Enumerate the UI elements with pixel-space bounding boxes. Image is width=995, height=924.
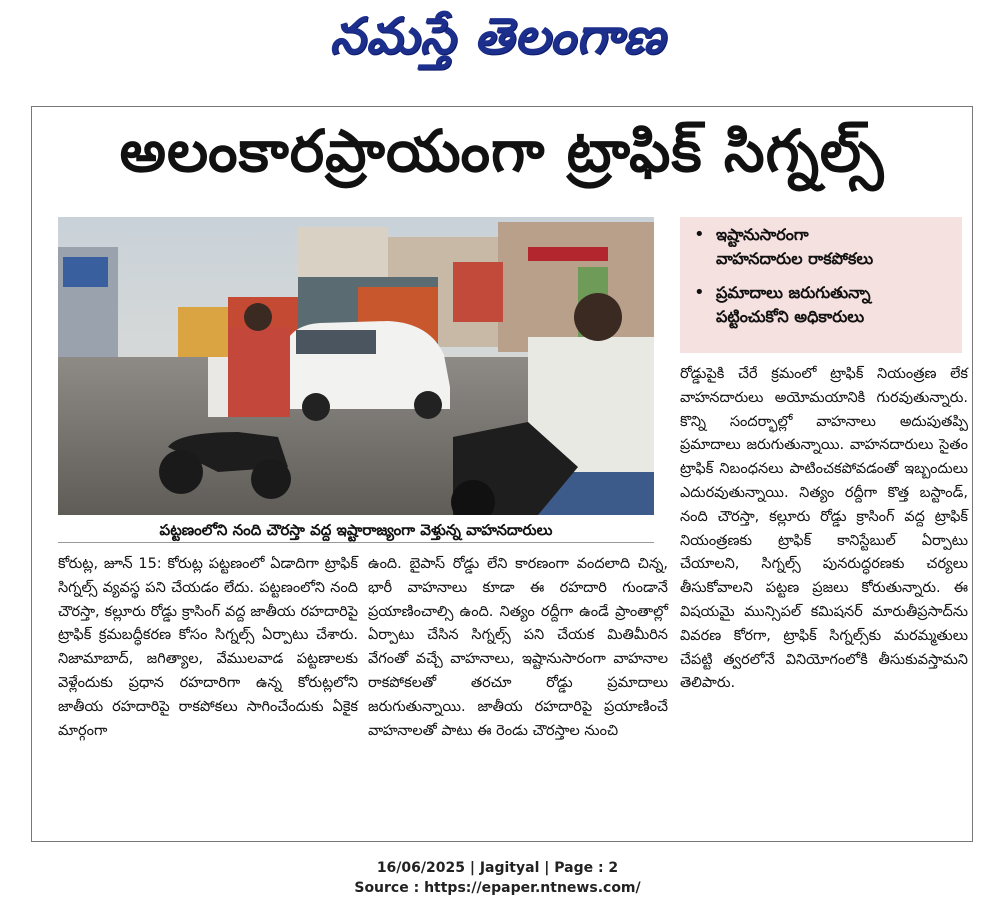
highlight-line: వాహనదారుల రాకపోకలు [716, 249, 874, 268]
source-link[interactable]: Source : https://epaper.ntnews.com/ [354, 880, 641, 896]
bullet-icon: • [694, 282, 705, 303]
date-edition-page: 16/06/2025 | Jagityal | Page : 2 [376, 860, 619, 876]
article-column-1 [58, 553, 358, 743]
street-traffic-image [58, 217, 654, 515]
highlight-item [694, 281, 954, 329]
masthead [0, 6, 995, 76]
article-clipping [31, 106, 973, 842]
highlight-item [694, 223, 954, 271]
source-footer [0, 858, 995, 898]
highlight-line: ప్రమాదాలు జరుగుతున్నా [716, 283, 871, 302]
highlight-line: పట్టించుకోని అధికారులు [716, 307, 865, 326]
article-headline: అలంకారప్రాయంగా ట్రాఫిక్ సిగ్నల్స్ [119, 117, 885, 185]
highlight-line: ఇష్టానుసారంగా [716, 225, 809, 244]
column-text: రోడ్డుపైకి చేరే క్రమంలో ట్రాఫిక్ నియంత్రణ లేక వాహనదారులు అయోమయానికి గురవుతున్నారు. కొన్ని సందర్భాల్లో వాహనాలు అదుపుతప్పి ప్రమాదాలు జరుగుతున్నాయి. వాహనదారులు సైతం ట్రాఫిక్ నిబంధనలు పాటించకపోవడంతో ఇబ్బందులు ఎదురవుతున్నాయి. నిత్యం రద్దీగా కొత్త బస్టాండ్, నంది చౌరస్తా, కల్లూరు రోడ్డు క్రాసింగ్ వద్ద ట్రాఫిక్ నియంత్రణకు ట్రాఫిక్ కానిస్టేబుల్ ఏర్పాటు చేయాలని, సిగ్నల్స్ పునరుద్ధరణకు చర్యలు తీసుకోవాలని పట్టణ ప్రజలు కోరుతున్నారు. ఈ విషయమై మున్సిపల్ కమిషనర్ మారుతీప్రసాద్‌ను వివరణ కోరగా, ట్రాఫిక్ సిగ్నల్స్‌కు మరమ్మతులు చేపట్టి త్వరలోనే వినియోగంలోకి తీసుకువస్తామని తెలిపారు. [680, 366, 968, 692]
highlights-box [680, 217, 962, 353]
column-text: కోరుట్ల, జూన్ 15: కోరుట్ల పట్టణంలో ఏడాదిగా ట్రాఫిక్ సిగ్నల్స్ వ్యవస్థ పని చేయడం లేదు. పట్టణంలోని నంది చౌరస్తా, కల్లూరు రోడ్డు క్రాసింగ్ వద్ద జాతీయ రహదారిపై ట్రాఫిక్ క్రమబద్ధీకరణ కోసం సిగ్నల్స్ ఏర్పాటు చేశారు. నిజామాబాద్, జగిత్యాల, వేములవాడ పట్టణాలకు వెళ్లేందుకు ప్రధాన రహదారిగా ఉన్న కోరుట్లలోని జాతీయ రహదారిపై రాకపోకలు సాగించేందుకు ఏకైక మార్గంగా [58, 556, 358, 739]
photo-caption: పట్టణంలోని నంది చౌరస్తా వద్ద ఇష్టారాజ్యంగా వెళ్తున్న వాహనదారులు [58, 518, 654, 543]
masthead-title: నమస్తే తెలంగాణ [329, 6, 666, 65]
column-text: ఉంది. బైపాస్ రోడ్డు లేని కారణంగా వందలాది చిన్న, భారీ వాహనాలు కూడా ఈ రహదారి గుండానే ప్రయాణించాల్సి ఉంది. నిత్యం రద్దీగా ఉండే ప్రాంతాల్లో ఏర్పాటు చేసిన సిగ్నల్స్ పని చేయక మితిమీరిన వేగంతో వచ్చే వాహనాలు, ఇష్టానుసారంగా వాహనాల రాకపోకలతో తరచూ రోడ్డు ప్రమాదాలు జరుగుతున్నాయి. జాతీయ రహదారిపై ప్రయాణించే వాహనాలతో పాటు ఈ రెండు చౌరస్తాల నుంచి [368, 556, 668, 739]
article-photo [58, 217, 654, 515]
article-column-2 [368, 553, 668, 743]
bullet-icon: • [694, 224, 705, 245]
article-column-3 [680, 363, 968, 696]
